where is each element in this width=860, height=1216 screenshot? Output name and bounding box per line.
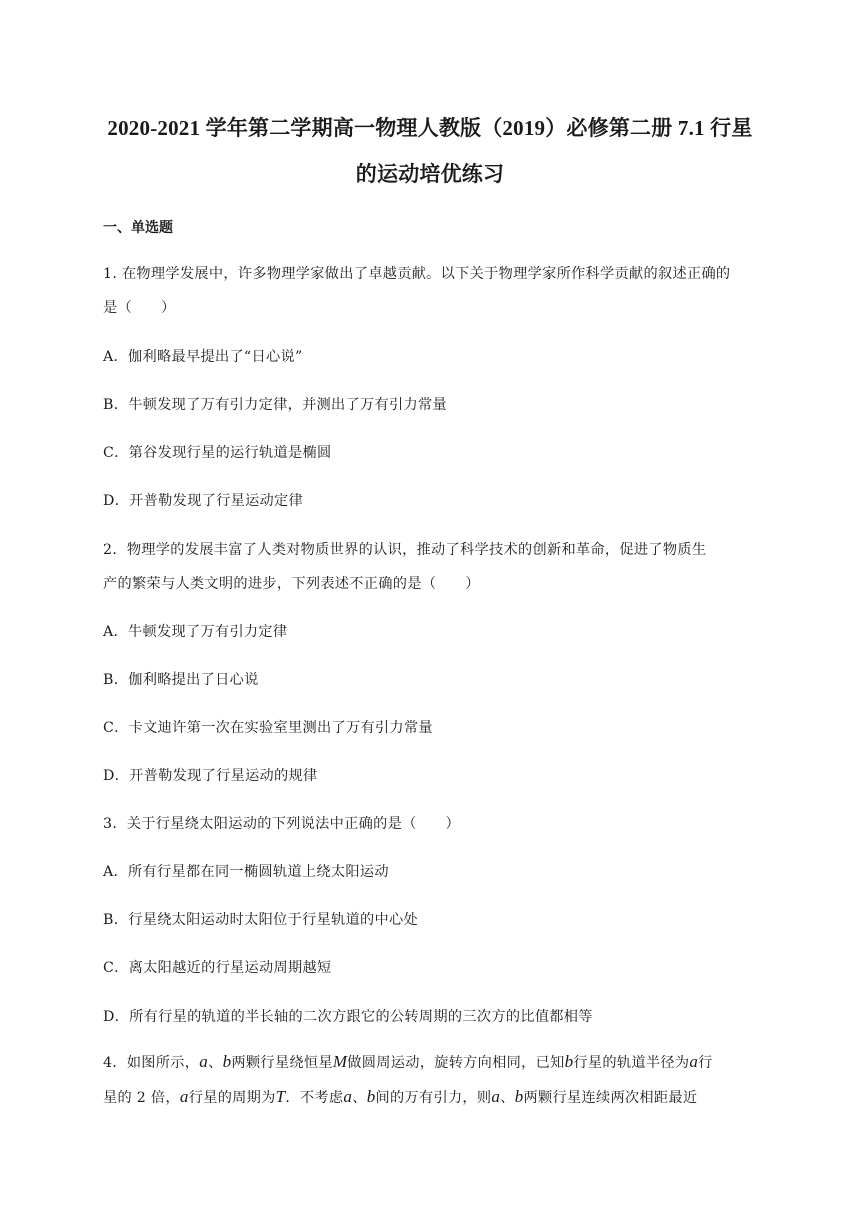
question-2-option-c: C．卡文迪许第一次在实验室里测出了万有引力常量 [103, 720, 433, 736]
math-var-a: a [199, 1052, 209, 1071]
q4-text: 行 [698, 1055, 713, 1071]
question-1-option-d: D．开普勒发现了行星运动定律 [103, 493, 304, 509]
document-title-line-1: 2020-2021 学年第二学期高一物理人教版（2019）必修第二册 7.1 行星 [107, 116, 753, 140]
math-var-a: a [689, 1052, 699, 1071]
question-1-option-a: A．伽利略最早提出了“日心说” [103, 349, 303, 365]
q4-text: ．不考虑 [285, 1090, 344, 1106]
math-var-M: M [332, 1052, 348, 1071]
q4-text: 间的万有引力，则 [375, 1090, 492, 1106]
question-2-option-b: B．伽利略提出了日心说 [103, 672, 259, 688]
question-3-option-d: D．所有行星的轨道的半长轴的二次方跟它的公转周期的三次方的比值都相等 [103, 1009, 593, 1025]
math-var-b: b [514, 1087, 524, 1106]
question-3-stem: 3．关于行星绕太阳运动的下列说法中正确的是（ ） [103, 816, 461, 832]
math-var-a: a [343, 1087, 353, 1106]
math-var-T: T [275, 1087, 286, 1106]
question-2-stem-line-2: 产的繁荣与人类文明的进步，下列表述不正确的是（ ） [103, 576, 480, 592]
math-var-b: b [564, 1052, 574, 1071]
question-1-option-c: C．第谷发现行星的运行轨道是椭圆 [103, 445, 332, 461]
question-1-option-b: B．牛顿发现了万有引力定律，并测出了万有引力常量 [103, 397, 447, 413]
question-4-stem-line-1 [103, 1052, 713, 1072]
q4-text: 星的 2 倍， [103, 1090, 180, 1106]
math-var-b: b [222, 1052, 232, 1071]
q4-text: 4．如图所示， [103, 1055, 200, 1071]
section-heading: 一、单选题 [103, 220, 173, 236]
question-3-option-a: A．所有行星都在同一椭圆轨道上绕太阳运动 [103, 864, 389, 880]
math-var-b: b [366, 1087, 376, 1106]
math-var-a: a [491, 1087, 501, 1106]
q4-text: 两颗行星绕恒星 [231, 1055, 333, 1071]
question-1-stem-line-1: 1. 在物理学发展中，许多物理学家做出了卓越贡献。以下关于物理学家所作科学贡献的叙述正确的 [103, 266, 731, 282]
question-1-stem-line-2: 是（ ） [103, 300, 176, 316]
question-4-stem-line-2 [103, 1087, 697, 1107]
question-3-option-c: C．离太阳越近的行星运动周期越短 [103, 960, 332, 976]
q4-text: 行星的轨道半径为 [573, 1055, 690, 1071]
question-2-stem-line-1: 2．物理学的发展丰富了人类对物质世界的认识，推动了科学技术的创新和革命，促进了物质生 [103, 542, 707, 558]
q4-text: 两颗行星连续两次相距最近 [523, 1090, 698, 1106]
question-3-option-b: B．行星绕太阳运动时太阳位于行星轨道的中心处 [103, 912, 418, 928]
question-2-option-d: D．开普勒发现了行星运动的规律 [103, 768, 318, 784]
math-var-a: a [179, 1087, 189, 1106]
q4-text: 行星的周期为 [188, 1090, 276, 1106]
question-2-option-a: A．牛顿发现了万有引力定律 [103, 624, 288, 640]
q4-text: 、 [500, 1090, 515, 1106]
document-title-line-2: 的运动培优练习 [355, 162, 505, 186]
q4-text: 、 [352, 1090, 367, 1106]
q4-text: 做圆周运动，旋转方向相同，已知 [347, 1055, 565, 1071]
q4-text: 、 [208, 1055, 223, 1071]
